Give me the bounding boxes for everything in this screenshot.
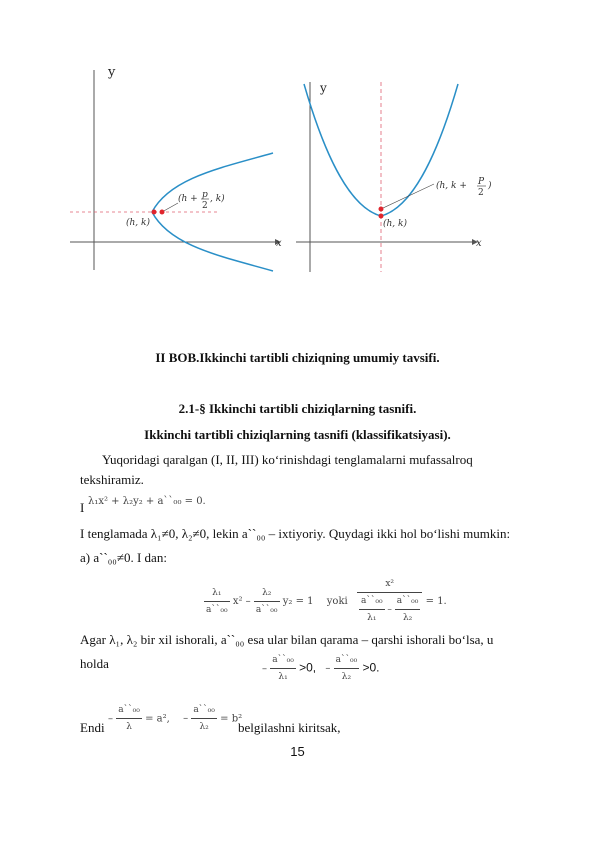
eq2-sub-frac-1: $\frac{\text{a``₀₀}}{\text{λ₁}}$	[359, 593, 385, 626]
left-vertex-label: (h, k)	[126, 218, 150, 228]
ineq-gt-1: >0,	[299, 660, 317, 675]
endi-eq-1: = a²,	[145, 713, 170, 725]
endi-frac-1: $\frac{\text{a``₀₀}}{\lambda}$	[116, 702, 142, 735]
eq2-big-frac: x² $\frac{\text{a``₀₀}}{\text{λ₁}}$ – $\frac{\text{a``₀₀}}{\text{λ₂}}$	[357, 576, 422, 626]
endi-eq-2: = b²	[220, 713, 243, 725]
left-focus-point	[160, 210, 165, 215]
right-y-label: y	[320, 81, 327, 95]
equation-2	[204, 576, 447, 626]
left-x-label: x	[276, 238, 282, 249]
section-title: 2.1-§ Ikkinchi tartibli chiziqlarning tasnifi.	[178, 401, 417, 416]
right-focus-label-a: (h, k +	[436, 181, 467, 191]
right-focus-label-num: P	[478, 177, 485, 187]
right-focus-leader	[381, 184, 434, 209]
right-parabola-figure	[296, 80, 496, 275]
eq2-frac-2: $\frac{\text{λ₂}}{\text{a``₀₀}}$	[254, 585, 280, 618]
eq2-sub-frac-2: $\frac{\text{a``₀₀}}{\text{λ₂}}$	[395, 593, 421, 626]
subsection-title: Ikkinchi tartibli chiziqlarning tasnifi (klassifikatsiyasi).	[144, 427, 451, 442]
ineq-frac-2: $\frac{\text{a``₀₀}}{\text{λ₂}}$	[334, 652, 360, 685]
left-parabola-figure	[70, 60, 285, 275]
left-focus-label-b: , k)	[210, 194, 225, 204]
eq2-mid: x² –	[232, 595, 251, 607]
paragraph-4-line-1: Agar λ₁, λ₂ bir xil ishorali, a``₀₀ esa ular bilan qarama – qarshi ishorali bo‘lsa, u	[80, 632, 494, 647]
paragraph-1-line-2: tekshiramiz.	[80, 472, 144, 487]
left-parabola-curve	[152, 153, 273, 271]
eq2-frac-1: $\frac{\text{λ₁}}{\text{a``₀₀}}$	[204, 585, 230, 618]
page-number: 15	[290, 744, 305, 759]
paragraph-4-line-2: holda	[80, 656, 109, 671]
ineq-frac-1: $\frac{\text{a``₀₀}}{\text{λ₁}}$	[270, 652, 296, 685]
left-vertex-point	[152, 210, 157, 215]
eq2-yoki: yoki	[326, 595, 348, 607]
equation-i: λ₁x² + λ₂y₂ + a``₀₀ = 0.	[88, 496, 206, 507]
chapter-title: II BOB.Ikkinchi tartibli chiziqning umumiy tavsifi.	[155, 350, 440, 365]
paragraph-2: I tenglamada λ₁≠0, λ₂≠0, lekin a``₀₀ – ixtiyoriy. Quydagi ikki hol bo‘lishi mumkin:	[80, 526, 511, 541]
eq2-end: = 1.	[425, 595, 447, 607]
left-focus-leader	[162, 203, 178, 212]
endi-equation: – $\frac{\text{a``₀₀}}{\lambda}$ = a², – $\frac{\text{a``₀₀}}{\text{λ₂}}$ = b²	[108, 702, 242, 735]
paragraph-1-line-1: Yuqoridagi qaralgan (I, II, III) ko‘rinishdagi tenglamalarni mufassalroq	[102, 452, 473, 467]
equation-i-prefix: I	[80, 500, 85, 515]
endi-tail: belgilashni kiritsak,	[238, 720, 341, 735]
left-focus-label-a: (h +	[178, 194, 198, 204]
inequality: – $\frac{\text{a``₀₀}}{\text{λ₁}}$ >0, – $\frac{\text{a``₀₀}}{\text{λ₂}}$ >0.	[262, 652, 379, 685]
right-focus-point	[379, 207, 384, 212]
right-focus-label-b: )	[488, 181, 492, 191]
eq2-right: y₂ = 1	[282, 595, 314, 607]
left-focus-label-den: 2	[202, 201, 208, 211]
ineq-gt-2: >0.	[362, 660, 380, 675]
right-focus-label-den: 2	[478, 188, 484, 198]
paragraph-3: a) a``₀₀≠0. I dan:	[80, 550, 167, 565]
endi-frac-2: $\frac{\text{a``₀₀}}{\text{λ₂}}$	[191, 702, 217, 735]
right-vertex-point	[379, 214, 384, 219]
left-focus-label-num: p	[202, 190, 208, 200]
right-vertex-label: (h, k)	[383, 219, 407, 229]
left-y-label: y	[108, 65, 116, 80]
endi-label: Endi	[80, 720, 105, 735]
right-x-label: x	[476, 238, 482, 249]
